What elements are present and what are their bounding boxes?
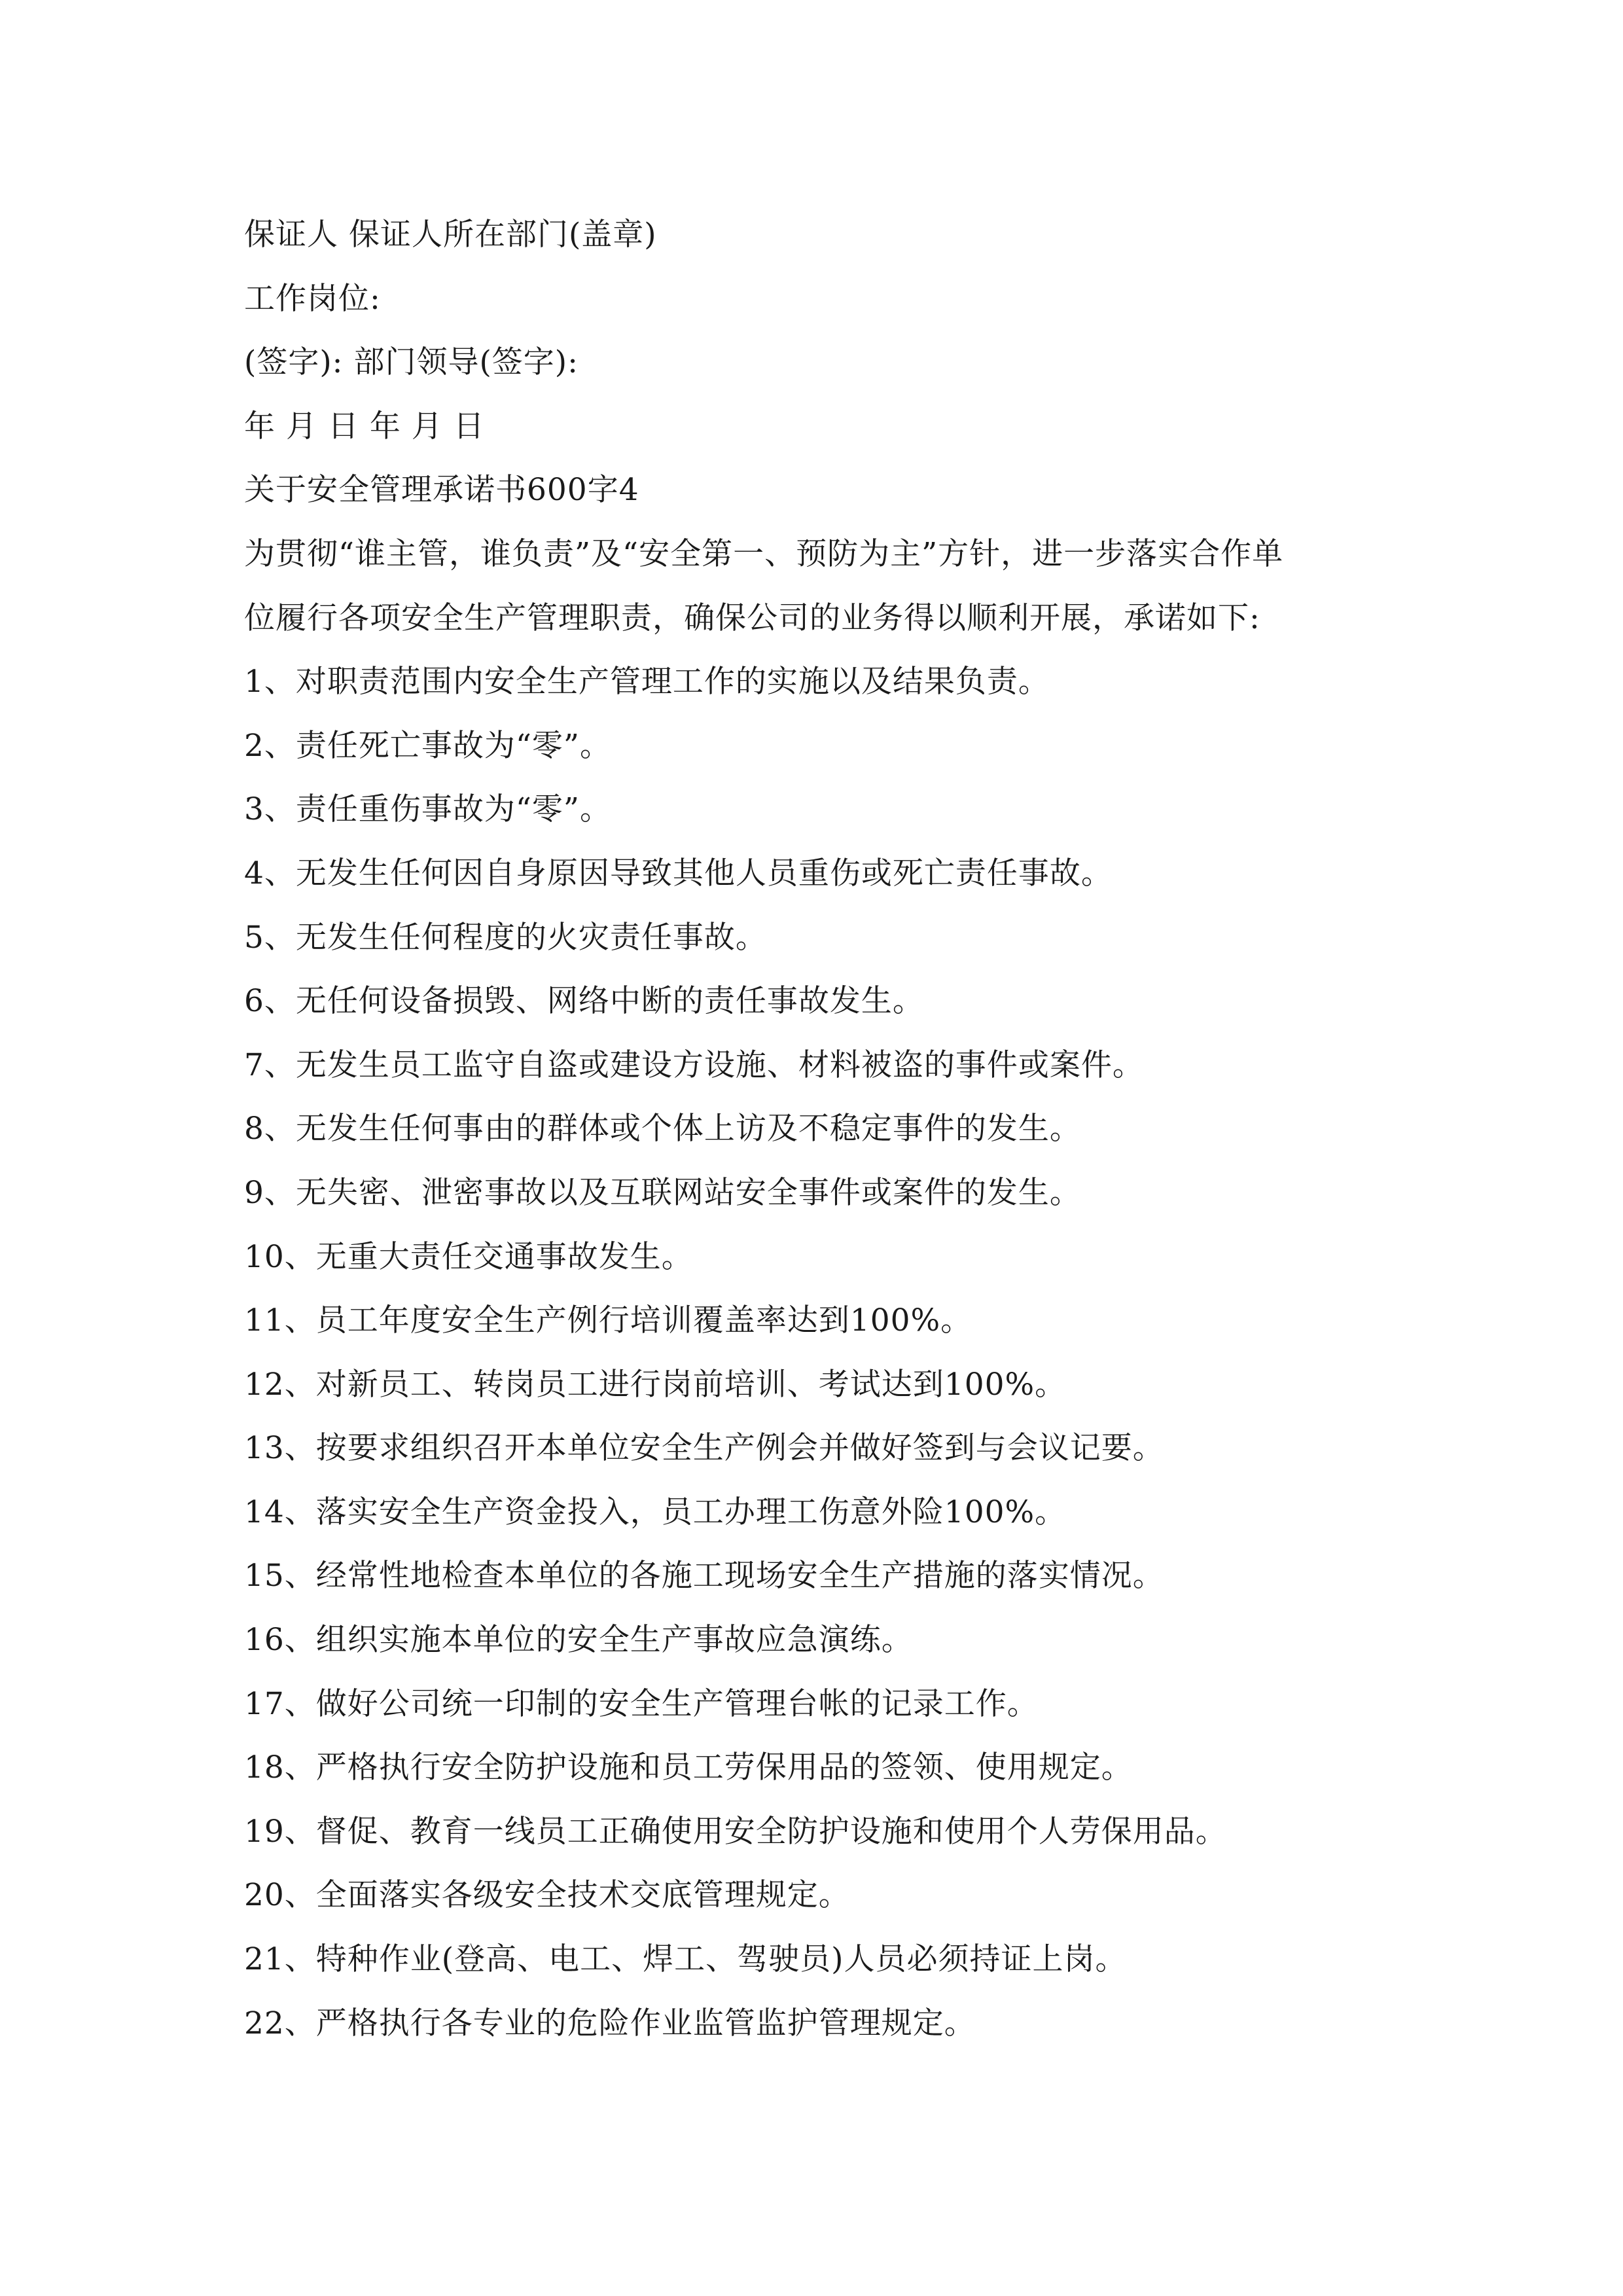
list-item: 2、责任死亡事故为“零”。 [244, 727, 611, 764]
list-item: 20、全面落实各级安全技术交底管理规定。 [244, 1877, 850, 1914]
list-item: 4、无发生任何因自身原因导致其他人员重伤或死亡责任事故。 [244, 855, 1113, 891]
list-item: 15、经常性地检查本单位的各施工现场安全生产措施的落实情况。 [244, 1558, 1164, 1594]
document-body [244, 203, 1422, 2055]
intro-paragraph-line-1: 为贯彻“谁主管，谁负责”及“安全第一、预防为主”方针，进一步落实合作单 [244, 535, 1284, 572]
job-position-line: 工作岗位: [244, 280, 381, 317]
list-item: 14、落实安全生产资金投入，员工办理工伤意外险100%。 [244, 1494, 1067, 1530]
list-item: 21、特种作业(登高、电工、焊工、驾驶员)人员必须持证上岗。 [244, 1941, 1127, 1978]
list-item: 11、员工年度安全生产例行培训覆盖率达到100%。 [244, 1302, 972, 1339]
guarantor-line: 保证人 保证人所在部门(盖章) [244, 217, 657, 253]
section-title: 关于安全管理承诺书600字4 [244, 472, 639, 509]
list-item: 22、严格执行各专业的危险作业监管监护管理规定。 [244, 2005, 976, 2041]
list-item: 1、对职责范围内安全生产管理工作的实施以及结果负责。 [244, 664, 1050, 700]
signature-line: (签字): 部门领导(签字): [244, 344, 579, 381]
list-item: 8、无发生任何事由的群体或个体上访及不稳定事件的发生。 [244, 1111, 1081, 1147]
list-item: 18、严格执行安全防护设施和员工劳保用品的签领、使用规定。 [244, 1749, 1133, 1786]
list-item: 17、做好公司统一印制的安全生产管理台帐的记录工作。 [244, 1685, 1039, 1722]
list-item: 12、对新员工、转岗员工进行岗前培训、考试达到100%。 [244, 1366, 1067, 1403]
list-item: 10、无重大责任交通事故发生。 [244, 1238, 693, 1275]
date-line: 年 月 日 年 月 日 [244, 408, 485, 444]
list-item: 3、责任重伤事故为“零”。 [244, 791, 611, 828]
list-item: 13、按要求组织召开本单位安全生产例会并做好签到与会议记要。 [244, 1430, 1164, 1467]
list-item: 5、无发生任何程度的火灾责任事故。 [244, 919, 767, 956]
list-item: 6、无任何设备损毁、网络中断的责任事故发生。 [244, 983, 924, 1020]
intro-paragraph-line-2: 位履行各项安全生产管理职责，确保公司的业务得以顺利开展，承诺如下: [244, 600, 1260, 636]
list-item: 16、组织实施本单位的安全生产事故应急演练。 [244, 1622, 913, 1659]
list-item: 7、无发生员工监守自盗或建设方设施、材料被盗的事件或案件。 [244, 1047, 1144, 1083]
list-item: 19、督促、教育一线员工正确使用安全防护设施和使用个人劳保用品。 [244, 1813, 1227, 1850]
list-item: 9、无失密、泄密事故以及互联网站安全事件或案件的发生。 [244, 1174, 1081, 1211]
